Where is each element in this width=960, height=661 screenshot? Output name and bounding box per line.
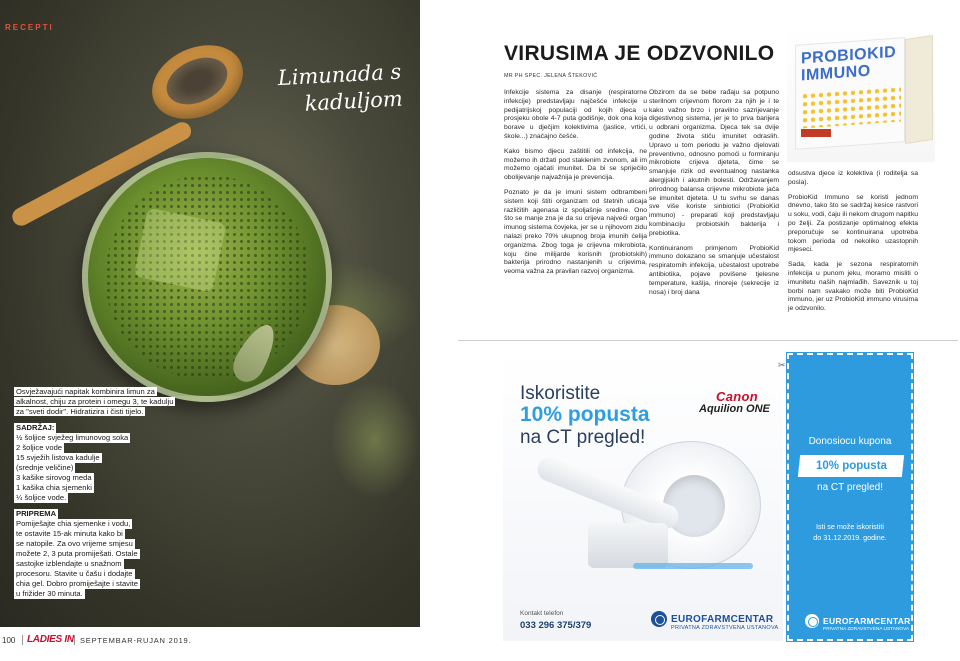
page-number: 100	[2, 636, 16, 645]
coupon-discount-band	[798, 455, 904, 477]
ingredient-item: ½ šoljice svježeg limunovog soka	[16, 433, 129, 442]
ingredients-heading: SADRŽAJ:	[16, 423, 55, 432]
ingredients-list	[14, 423, 174, 503]
coupon-eurofarm-logo	[805, 614, 911, 628]
scissors-icon: ✂	[778, 360, 786, 370]
product-image	[787, 27, 935, 162]
preparation-line: u frižider 30 minuta.	[16, 589, 83, 598]
discount-coupon	[787, 353, 913, 641]
article-paragraph: Sada, kada je sezona respiratornih infekcija u punom jeku, moramo misliti o imunitetu naših najmlađih. Saveznik u toj borbi nam svakako može biti ProbioKid immuno, jer uz ProbioKid immuno virusima je odzvonilo.	[788, 261, 918, 313]
product-box-side	[905, 35, 933, 144]
recipe-intro: Osvježavajući napitak kombinira limun za alkalnost, chiju za protein i omegu 3, te kadulju za "sveti dodir". Hidratizira i čisti tijelo.	[16, 387, 174, 416]
coupon-validity-line2: do 31.12.2019. godine.	[813, 533, 887, 542]
preparation-heading: PRIPREMA	[16, 509, 57, 518]
preparation-line: te ostavite 15-ak minuta kako bi	[16, 529, 123, 538]
article-paragraph: ProbioKid Immuno se koristi jednom dnevno, tako što se sadržaj kesice rastvori u soku, vodi, čaju ili nekom drugom napitku po želji. Za postizanje optimalnog efekta preporučuje se kontinuirana upotreba tokom perioda od nekoliko uzastopnih mjeseci.	[788, 193, 918, 254]
article-paragraph: Infekcije sistema za disanje (respiratorne infekcije) predstavljaju najčešće infekcije u pedijatrijskoj populaciji od kojih djeca u prosjeku obole 4-7 puta godišnje, dok ona koja borave u dječjim kolektivima (jaslice, vrtići, škole...) značajno češće.	[504, 89, 647, 140]
article-paragraph: Kako bismo djecu zaštitili od infekcija, ne možemo ih držati pod staklenim zvonom, ali im možemo ojačati imunitet. Da bi se spriječilo obolijevanje najvažnija je prevencija.	[504, 147, 647, 182]
coupon-discount: 10% popusta	[815, 460, 887, 472]
ingredient-item: ¼ šoljice vode.	[16, 493, 67, 502]
issue-date: SEPTEMBAR-RUJAN 2019.	[80, 636, 192, 645]
page-footer	[0, 627, 420, 661]
coupon-validity	[789, 521, 911, 543]
ingredient-item: (srednje veličine)	[16, 463, 74, 472]
ct-scanner-base	[588, 523, 668, 568]
ad-subline: na CT pregled!	[520, 427, 646, 448]
ct-scanner-light	[633, 563, 753, 569]
eurofarm-name: EUROFARMCENTAR	[823, 616, 911, 626]
product-badge	[801, 129, 831, 137]
eurofarm-icon	[805, 614, 819, 628]
recipe-title-line2: kaduljom	[304, 86, 404, 116]
preparation-line: sastojke izblendajte u snažnom	[16, 559, 122, 568]
preparation	[14, 509, 174, 599]
article-column-1	[504, 89, 647, 283]
article-title: VIRUSIMA JE ODZVONILO	[504, 42, 775, 65]
product-name	[801, 44, 901, 85]
ad-discount: 10% popusta	[520, 403, 650, 426]
product-pattern	[801, 86, 901, 129]
contact-phone: 033 296 375/379	[520, 620, 592, 631]
ingredient-item: 2 šoljice vode	[16, 443, 63, 452]
preparation-line: Pomiješajte chia sjemenke i vodu,	[16, 519, 131, 528]
article-paragraph: Kontinuiranom primjenom ProbioKid immuno dokazano se smanjuje učestalost respiratornih infekcija, učestalost upotrebe antibiotika, pojave povišene tjelesne temperature, kašlja, rinoreje (sekrecije iz nosa) i broj dana	[649, 244, 779, 296]
recipe-text	[14, 387, 174, 605]
eurofarm-name: EUROFARMCENTAR	[671, 613, 774, 625]
coupon-validity-line1: Isti se može iskoristiti	[816, 522, 884, 531]
section-divider	[458, 340, 958, 341]
recipe-photo-page	[0, 0, 420, 627]
product-name-line1: PROBIOKID	[801, 43, 897, 68]
recipe-title-line1: Limunada s	[277, 59, 402, 91]
article-column-2	[649, 89, 779, 303]
aquilion-logo: Aquilion ONE	[699, 403, 770, 415]
ad-headline: Iskoristite	[520, 383, 601, 404]
eurofarm-subtitle: PRIVATNA ZDRAVSTVENA USTANOVA	[671, 625, 779, 631]
ingredient-item: 3 kašike sirovog meda	[16, 473, 92, 482]
ingredient-item: 15 svježih listova kadulje	[16, 453, 100, 462]
footer-divider	[22, 635, 23, 645]
magazine-logo: LADIES IN	[27, 634, 74, 645]
preparation-line: možete 2, 3 puta promiješati. Ostale	[16, 549, 138, 558]
preparation-line: chia gel. Dobro promiješajte i stavite	[16, 579, 138, 588]
preparation-line: se natopile. Za ovo vrijeme smjesu	[16, 539, 133, 548]
section-label: RECEPTI	[5, 23, 54, 32]
product-name-line2: IMMUNO	[801, 62, 871, 85]
canon-logo: Canon	[716, 389, 758, 404]
ct-advertisement	[503, 353, 783, 641]
preparation-line: procesoru. Stavite u čašu i dodajte	[16, 569, 133, 578]
article-author: MR PH SPEC. JELENA ŠTEKOVIĆ	[504, 73, 598, 79]
eurofarm-subtitle: PRIVATNA ZDRAVSTVENA USTANOVA	[823, 627, 910, 632]
article-paragraph: Obzirom da se bebe rađaju sa potpuno sterilnom crijevnom florom za njih je i te kako važno brzo i pravilno sazrijevanje digestivnog sistema, jer je to prva barijera u odbrani organizma. Djeca tek sa dvije godine života stiču imunitet odraslih. Upravo u tom periodu je važno djelovati preventivno, odnosno pomoći u formiranju mikrobiote crijeva djeteta, čime se smanjuje rizik od eventualnog nastanka alergijskih i akutnih bolesti. Održavanjem prirodnog balansa crijevne mikrobiote jača se imunitet djeteta. U tu svrhu se danas sve više koriste sinbiotici (ProbioKid immuno) - preparati koji predstavljaju kombinaciju probiotskih bakterija i prebiotika.	[649, 89, 779, 237]
article-paragraph: Poznato je da je imuni sistem odbrambeni sistem koji štiti organizam od štetnih uticaja različitih agenasa iz spoljašnje sredine. Ono što se manje zna je da su crijeva najveći organ imunog sistema čovjeka, jer se u njihovom zidu nalazi preko 70% ukupnog broja imunih ćelija organizma. Zbog toga je crijevna mikrobiota, koju čine milijarde korisnih (probiotskih) bakterija prirodno nastanjenih u crijevima, veoma važna za pravilan razvoj organizma.	[504, 188, 647, 276]
coupon-subline: na CT pregled!	[817, 482, 883, 493]
article-column-3	[788, 170, 918, 320]
contact-label: Kontakt telefon	[520, 610, 564, 617]
footer-divider	[74, 635, 75, 645]
coupon-headline: Donosiocu kupona	[808, 436, 892, 447]
moss-decoration	[330, 380, 420, 500]
ingredient-item: 1 kašika chia sjemenki	[16, 483, 92, 492]
eurofarm-icon	[651, 611, 667, 627]
article-paragraph: odsustva djece iz kolektiva (i roditelja sa posla).	[788, 170, 918, 186]
recipe-title	[271, 59, 404, 120]
